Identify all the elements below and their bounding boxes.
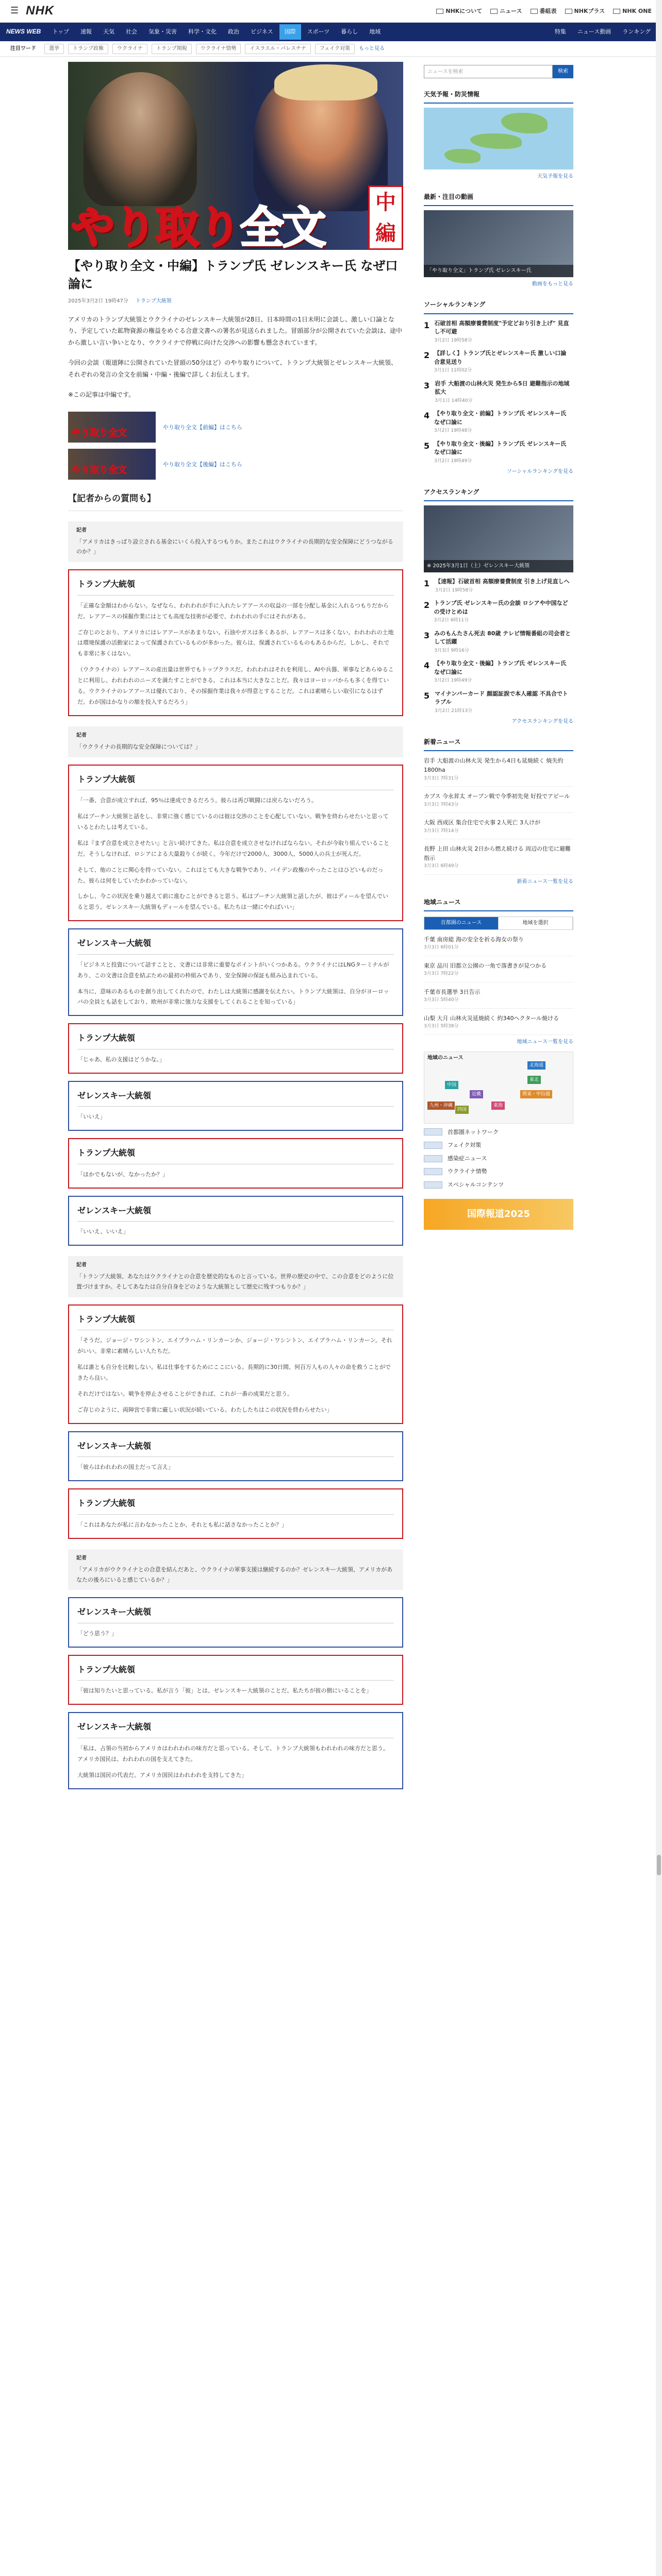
access-ranking-list bbox=[424, 578, 573, 715]
news-date: 3月3日 5時38分 bbox=[424, 1024, 459, 1029]
menu-icon[interactable]: ☰ bbox=[10, 5, 19, 16]
news-item[interactable] bbox=[424, 988, 573, 1009]
nav-breaking[interactable]: 速報 bbox=[80, 28, 92, 36]
page-scrollbar[interactable] bbox=[656, 0, 662, 2576]
answer-paragraph: 大統領は国民の代表だ。アメリカ国民はわれわれを支持してきた」 bbox=[77, 1771, 247, 1778]
region-map bbox=[424, 1052, 573, 1124]
ranking-number: 1 bbox=[424, 320, 430, 330]
nav-business[interactable]: ビジネス bbox=[251, 28, 273, 36]
ranking-body bbox=[435, 690, 573, 715]
ranking-date: 3月2日 19時58分 bbox=[435, 587, 473, 593]
schedule-icon bbox=[531, 9, 538, 14]
related-links bbox=[68, 412, 403, 480]
ranking-date: 3月3日 9時16分 bbox=[434, 648, 469, 653]
user-icon bbox=[613, 9, 620, 14]
ranking-number: 3 bbox=[424, 630, 430, 640]
tab-select-region[interactable]: 地域を選択 bbox=[499, 917, 573, 929]
news-title[interactable]: 大阪 西成区 集合住宅で火事 2人死亡 3人けが bbox=[424, 819, 540, 826]
hero-person-hair bbox=[274, 64, 377, 100]
nav-international[interactable]: 国際 bbox=[279, 24, 301, 40]
link-logo bbox=[424, 1181, 442, 1189]
map-land bbox=[444, 149, 481, 163]
section-heading: 【記者からの質問も】 bbox=[68, 492, 403, 511]
region-button[interactable]: 東北 bbox=[527, 1076, 541, 1084]
video-caption: 「やり取り全文」トランプ氏 ゼレンスキー氏 bbox=[424, 265, 573, 277]
ranking-title[interactable]: 【やり取り全文・前編】トランプ氏 ゼレンスキー氏 なぜ口論に bbox=[434, 410, 567, 426]
news-title[interactable]: 山梨 大月 山林火災延焼続く 約340ヘクタール焼ける bbox=[424, 1014, 559, 1022]
speaker-answer bbox=[68, 928, 403, 1016]
news-icon bbox=[490, 9, 498, 14]
answer-speaker: トランプ大統領 bbox=[77, 578, 394, 596]
region-button[interactable]: 関東・甲信越 bbox=[520, 1090, 552, 1098]
answer-speaker: ゼレンスキー大統領 bbox=[77, 1605, 394, 1623]
ranking-title[interactable]: 【詳しく】トランプ氏とゼレンスキー氏 激しい口論 合意見送り bbox=[434, 350, 567, 365]
map-land bbox=[501, 113, 548, 133]
news-title[interactable]: 千葉 南房総 海の安全を祈る海女の祭り bbox=[424, 936, 524, 943]
access-caption: ※ 2025年3月1日（土）ゼレンスキー大統領 bbox=[424, 560, 573, 572]
question-speaker: 記者 bbox=[76, 527, 87, 533]
ranking-date: 3月1日 11時02分 bbox=[434, 368, 472, 374]
ranking-date: 3月1日 14時40分 bbox=[435, 398, 473, 403]
ranking-item[interactable] bbox=[424, 410, 573, 435]
nhk-logo[interactable]: NHK bbox=[26, 4, 55, 18]
video-thumbnail[interactable] bbox=[424, 210, 573, 277]
related-link[interactable]: やり取り全文【前編】はこちら bbox=[163, 423, 242, 431]
trending-tag[interactable]: 選挙 bbox=[44, 44, 64, 54]
question-text: 「トランプ大統領、あなたはウクライナとの合意を歴史的なものと言っている。世界の歴史の中で、この合意をどのように位置づけますか。そしてあなたは自分自身をどのような大統領として歴史に残すつもりか？」 bbox=[76, 1273, 394, 1291]
nav-right bbox=[550, 24, 656, 40]
sidebar bbox=[424, 62, 573, 1789]
answer-paragraph: 「これはあなたが私に言わなかったことか、それとも私に話さなかったことか？」 bbox=[77, 1521, 287, 1528]
play-icon bbox=[565, 9, 572, 14]
news-item[interactable] bbox=[424, 961, 573, 982]
answer-speaker: トランプ大統領 bbox=[77, 773, 394, 791]
ranking-body bbox=[434, 319, 573, 345]
news-item[interactable] bbox=[424, 756, 573, 787]
answer-paragraph: ご存じのように、両陣営で非常に厳しい状況が続いている。わたしたちはこの状況を終わらせたい」 bbox=[77, 1406, 333, 1413]
answer-paragraph: ご存じのとおり、アメリカにはレアアースがあまりない。石油やガスは多くあるが、レアアースは多くない。われわれの土地は環境保護の活動家によって保護されているものが多かった。彼らは、保護されているものもあるからだ。しかし、それでも非常に多くはない。 bbox=[77, 629, 394, 657]
ranking-number: 4 bbox=[424, 411, 430, 421]
region-button[interactable]: 東海 bbox=[491, 1101, 505, 1110]
newest-list bbox=[424, 756, 573, 874]
hero-image bbox=[68, 62, 403, 250]
ranking-number: 2 bbox=[424, 600, 430, 611]
hero-title-overlay: やり取り全文 bbox=[71, 202, 325, 250]
ranking-body bbox=[434, 349, 573, 375]
ranking-title[interactable]: 【やり取り全文・後編】トランプ氏 ゼレンスキー氏 なぜ口論に bbox=[434, 660, 567, 675]
answer-paragraph: 「彼らはわれわれの国土だって言え」 bbox=[77, 1464, 174, 1471]
answer-speaker: トランプ大統領 bbox=[77, 1497, 394, 1515]
hero-person-left bbox=[84, 72, 197, 206]
nhk-icon bbox=[436, 9, 443, 14]
news-title[interactable]: 長野 上田 山林火災 2日から燃え続ける 周辺の住宅に避難指示 bbox=[424, 845, 571, 861]
question-text: 「アメリカがウクライナとの合意を結んだあと、ウクライナの軍事支援は継続するのか？ゼレンスキー大統領、アメリカがあなたの後ろにいると感じているか？」 bbox=[76, 1566, 393, 1583]
news-date: 3月3日 7時22分 bbox=[424, 971, 459, 977]
map-land bbox=[470, 133, 522, 149]
promo-banner[interactable]: 国際報道2025 bbox=[424, 1199, 573, 1230]
news-date: 3月3日 7時14分 bbox=[424, 828, 459, 834]
weather-heading: 天気予報・防災情報 bbox=[424, 90, 573, 104]
speaker-answer bbox=[68, 1597, 403, 1647]
side-link[interactable]: 首都圏ネットワーク bbox=[424, 1128, 573, 1137]
ranking-body bbox=[434, 410, 573, 435]
local-tabs bbox=[424, 917, 573, 930]
reporter-question bbox=[68, 726, 403, 757]
reporter-question bbox=[68, 1256, 403, 1297]
side-link[interactable]: スペシャルコンテンツ bbox=[424, 1180, 573, 1190]
ranking-body bbox=[434, 659, 573, 685]
nav-life[interactable]: 暮らし bbox=[341, 28, 358, 36]
speaker-answer bbox=[68, 1488, 403, 1538]
answer-paragraph: 私は誰とも自分を比較しない。私は仕事をするためにここにいる。長期的に30日間、何百万人もの人々の命を救うことができたら良い。 bbox=[77, 1364, 391, 1382]
ranking-number: 5 bbox=[424, 690, 430, 701]
speaker-answer bbox=[68, 765, 403, 922]
answer-paragraph: 私は『まず合意を成立させたい』と言い続けてきた。私は合意を成立させなければならない。それが今取り組んでいることだ。そうしなければ、ロシアによる大量殺りくが続く。今年だけで2000人、3000人、5000人の兵士が死んだ。 bbox=[77, 839, 389, 857]
region-button[interactable]: 九州・沖縄 bbox=[427, 1101, 455, 1110]
scrollbar-thumb[interactable] bbox=[657, 1855, 661, 1875]
top-link-nhkone[interactable]: NHK ONE bbox=[613, 7, 652, 16]
ranking-body bbox=[435, 380, 573, 405]
search-input[interactable]: ニュースを検索 bbox=[424, 65, 553, 78]
question-text: 「アメリカはきっぱり設立される基金にいくら投入するつもりか。またこれはウクライナの長期的な安全保障にどうつながるのか？」 bbox=[76, 538, 393, 555]
trending-tag[interactable]: フェイク対策 bbox=[315, 44, 355, 54]
answer-paragraph: 「じゃあ、私の支援はどうかな。」 bbox=[77, 1056, 166, 1063]
local-heading: 地域ニュース bbox=[424, 897, 573, 911]
ranking-title[interactable]: 【速報】石破首相 高額療養費制度 引き上げ見直しへ bbox=[435, 578, 570, 585]
link-logo bbox=[424, 1128, 442, 1136]
trending-tag[interactable]: イスラエル・パレスチナ bbox=[245, 44, 310, 54]
nav-video[interactable]: ニュース動画 bbox=[577, 28, 611, 36]
link-logo bbox=[424, 1155, 442, 1162]
ranking-item[interactable] bbox=[424, 349, 573, 375]
answer-speaker: ゼレンスキー大統領 bbox=[77, 937, 394, 955]
trending-words bbox=[0, 41, 662, 57]
answer-speaker: ゼレンスキー大統領 bbox=[77, 1204, 394, 1222]
answer-paragraph: 本当に、意味のあるものを創り出してくれたので、わたしは大統領に感謝を伝えたい。トランプ大統領は、自分がヨーロッパの全員とも話をしており、欧州が非常に強力な支援をしてくれることを知っている」 bbox=[77, 988, 389, 1006]
news-date: 3月3日 6時49分 bbox=[424, 863, 459, 869]
ranking-body bbox=[434, 440, 573, 465]
side-link[interactable]: 感染症ニュース bbox=[424, 1154, 573, 1163]
link-logo bbox=[424, 1142, 442, 1149]
answer-speaker: トランプ大統領 bbox=[77, 1663, 394, 1681]
link-logo bbox=[424, 1168, 442, 1175]
question-speaker: 記者 bbox=[76, 1555, 87, 1561]
answer-paragraph: 「彼は知りたいと思っている。私が言う「彼」とは、ゼレンスキー大統領のことだ。私たちが彼の側にいることを」 bbox=[77, 1687, 372, 1694]
nav-society[interactable]: 社会 bbox=[126, 28, 138, 36]
top-link-about[interactable]: NHKについて bbox=[436, 7, 482, 16]
news-item[interactable] bbox=[424, 844, 573, 875]
answer-paragraph: （ウクライナの）レアアースの産出量は世界でもトップクラスだ。われわれはそれを利用し、AIや兵器、軍事などあらゆることに利用し、われわれのニーズを満たすことができる。これは本当に大きなことだ。我々はヨーロッパからも多くを得ている。ウクライナのレアアースは優れており、その採掘作業は我々が得意とすることだ。これは素晴らしい取引になるはずだ。わが国はかなりの額を投入するだろう」 bbox=[77, 666, 394, 705]
trending-tag[interactable]: ウクライナ bbox=[112, 44, 147, 54]
weather-more-link[interactable]: 天気予報を見る bbox=[537, 174, 573, 180]
news-web-brand[interactable]: NEWS WEB bbox=[6, 28, 41, 36]
region-button[interactable]: 北海道 bbox=[527, 1061, 545, 1070]
nav-feature[interactable]: 特集 bbox=[554, 28, 566, 36]
top-link-schedule[interactable]: 番組表 bbox=[531, 7, 557, 16]
side-link[interactable]: フェイク対策 bbox=[424, 1141, 573, 1150]
article-note: ※この記事は中編です。 bbox=[68, 391, 135, 398]
news-date: 3月3日 7時31分 bbox=[424, 775, 459, 781]
local-more-link[interactable]: 地域ニュース一覧を見る bbox=[517, 1039, 573, 1045]
question-speaker: 記者 bbox=[76, 1262, 87, 1268]
social-ranking-list bbox=[424, 319, 573, 465]
ranking-title[interactable]: みのもんたさん死去 80歳 テレビ情報番組の司会者として活躍 bbox=[434, 630, 571, 646]
news-date: 3月3日 7時43分 bbox=[424, 802, 459, 807]
ranking-item[interactable] bbox=[424, 690, 573, 715]
related-thumbnail[interactable] bbox=[68, 412, 156, 443]
region-button[interactable]: 四国 bbox=[455, 1106, 469, 1114]
speaker-answer bbox=[68, 1431, 403, 1481]
search-box bbox=[424, 65, 573, 78]
ranking-title[interactable]: トランプ氏 ゼレンスキー氏の会談 ロシアや中国などの受けとめは bbox=[434, 600, 568, 615]
ranking-item[interactable] bbox=[424, 319, 573, 345]
answer-paragraph: 「正確な金額はわからない。なぜなら、われわれが手に入れたレアアースの収益の一部を分配し基金に入れるつもりだからだ。レアアースの採掘作業にはとても高度な技術が必要で、われわれの手にはそれがある。 bbox=[77, 602, 389, 620]
news-item[interactable] bbox=[424, 935, 573, 956]
top-header bbox=[0, 0, 662, 23]
ranking-title[interactable]: 岩手 大船渡の山林火災 発生から5日 避難指示の地域拡大 bbox=[435, 380, 570, 396]
article-date: 2025年3月2日 19時47分 bbox=[68, 298, 128, 304]
news-title[interactable]: 千葉市長選挙 3日告示 bbox=[424, 988, 481, 995]
article-topic-link[interactable]: トランプ大統領 bbox=[135, 298, 172, 304]
social-more-link[interactable]: ソーシャルランキングを見る bbox=[506, 469, 573, 475]
speaker-answer bbox=[68, 1081, 403, 1131]
social-ranking-heading: ソーシャルランキング bbox=[424, 300, 573, 314]
local-news-list bbox=[424, 935, 573, 1035]
ranking-item[interactable] bbox=[424, 440, 573, 465]
ranking-item[interactable] bbox=[424, 630, 573, 655]
access-thumbnail[interactable] bbox=[424, 505, 573, 572]
region-button[interactable]: 中国 bbox=[445, 1081, 458, 1089]
access-more-link[interactable]: アクセスランキングを見る bbox=[511, 719, 573, 725]
ranking-date: 3月2日 19時48分 bbox=[434, 428, 472, 434]
answer-speaker: トランプ大統領 bbox=[77, 1146, 394, 1164]
ranking-date: 3月2日 6時11分 bbox=[434, 618, 469, 623]
search-button[interactable]: 検索 bbox=[553, 65, 573, 78]
article-title: 【やり取り全文・中編】トランプ氏 ゼレンスキー氏 なぜ口論に bbox=[68, 259, 398, 291]
answer-paragraph: 「どう思う？」 bbox=[77, 1630, 117, 1637]
ranking-date: 3月2日 19時58分 bbox=[434, 337, 472, 343]
ranking-item[interactable] bbox=[424, 578, 573, 594]
related-link[interactable]: やり取り全文【後編】はこちら bbox=[163, 461, 242, 468]
tab-capital[interactable]: 首都圏のニュース bbox=[424, 917, 499, 929]
nav-weather[interactable]: 天気 bbox=[103, 28, 115, 36]
ranking-number: 1 bbox=[424, 579, 430, 589]
news-item[interactable] bbox=[424, 1014, 573, 1035]
trending-tag[interactable]: トランプ政権 bbox=[68, 44, 108, 54]
answer-paragraph: 「いいえ、いいえ」 bbox=[77, 1228, 129, 1235]
trending-tag[interactable]: ウクライナ情勢 bbox=[196, 44, 241, 54]
answer-paragraph: 「私は、占領の当初からアメリカはわれわれの味方だと思っている。そして、トランプ大統領もわれわれの味方だと思う。アメリカ国民は、われわれの国を支えてきた。 bbox=[77, 1744, 389, 1762]
nav-disaster[interactable]: 気象・災害 bbox=[148, 28, 177, 36]
ranking-date: 3月2日 21時13分 bbox=[434, 708, 473, 714]
ranking-date: 3月2日 19時49分 bbox=[434, 458, 472, 464]
region-map-label: 地域のニュース bbox=[427, 1055, 464, 1061]
reporter-question bbox=[68, 521, 403, 563]
speaker-answer bbox=[68, 569, 403, 716]
answer-speaker: ゼレンスキー大統領 bbox=[77, 1720, 394, 1738]
speaker-answer bbox=[68, 1655, 403, 1705]
nav-top[interactable]: トップ bbox=[52, 28, 70, 36]
ranking-number: 3 bbox=[424, 380, 430, 391]
ranking-item[interactable] bbox=[424, 599, 573, 624]
qa-list bbox=[68, 521, 403, 1789]
ranking-body bbox=[434, 630, 573, 655]
answer-speaker: トランプ大統領 bbox=[77, 1313, 394, 1331]
access-ranking-heading: アクセスランキング bbox=[424, 487, 573, 501]
main-nav bbox=[0, 23, 662, 41]
nav-science[interactable]: 科学・文化 bbox=[188, 28, 217, 36]
ranking-title[interactable]: マイナンバーカード 顔認証誤で本人確認 不具合でトラブル bbox=[434, 690, 568, 706]
top-link-news[interactable]: ニュース bbox=[490, 7, 522, 16]
speaker-answer bbox=[68, 1138, 403, 1188]
answer-paragraph: それだけではない。戦争を停止させることができれば、これが一番の成果だと思う。 bbox=[77, 1391, 293, 1398]
speaker-answer bbox=[68, 1304, 403, 1424]
hero-badge: 中編 bbox=[368, 185, 403, 250]
speaker-answer bbox=[68, 1712, 403, 1789]
ranking-number: 4 bbox=[424, 660, 430, 671]
article-paragraph: 今回の会談（報道陣に公開されていた冒頭の50分ほど）のやり取りについて、トランプ大統領とゼレンスキー大統領、それぞれの発言の全文を前編・中編・後編で詳しくお伝えします。 bbox=[68, 359, 398, 378]
region-button[interactable]: 近畿 bbox=[470, 1090, 483, 1098]
ranking-date: 3月2日 19時49分 bbox=[434, 678, 472, 684]
question-text: 「ウクライナの長期的な安全保障については？」 bbox=[76, 743, 201, 750]
answer-speaker: トランプ大統領 bbox=[77, 1031, 394, 1049]
article-meta bbox=[68, 297, 403, 306]
reporter-question bbox=[68, 1549, 403, 1590]
article bbox=[68, 62, 403, 1789]
answer-paragraph: 「そうだ。ジョージ・ワシントン、エイブラハム・リンカーンか、ジョージ・ワシントン、エイブラハム・リンカーン。それがいい。非常に素晴らしい人たちだ。 bbox=[77, 1337, 392, 1355]
news-item[interactable] bbox=[424, 818, 573, 839]
ranking-item[interactable] bbox=[424, 380, 573, 405]
ranking-item[interactable] bbox=[424, 659, 573, 685]
trending-tag[interactable]: トランプ関税 bbox=[152, 44, 192, 54]
answer-speaker: ゼレンスキー大統領 bbox=[77, 1089, 394, 1107]
answer-paragraph: 「ビジネスと投資について話すことと、文書には非常に重要なポイントがいくつかある。ウクライナにはLNGターミナルがあり、この文書は合意を結ぶための最初の枠組みであり、安全保障の保証も組み込まれている。 bbox=[77, 961, 389, 979]
top-link-nhkplus[interactable]: NHKプラス bbox=[565, 7, 605, 16]
trending-more-link[interactable]: もっと見る bbox=[359, 45, 385, 52]
ranking-body bbox=[435, 578, 570, 594]
question-speaker: 記者 bbox=[76, 732, 87, 738]
news-item[interactable] bbox=[424, 792, 573, 813]
video-more-link[interactable]: 動画をもっと見る bbox=[532, 281, 573, 287]
answer-paragraph: 私はプーチン大統領と話をし、非常に強く感じているのは彼は交渉のことを心配していない。戦争を終わらせたいと思っているとわたしは考えている。 bbox=[77, 813, 389, 831]
answer-paragraph: 「一番、合意が成立すれば、95％は達成できるだろう。彼らは再び戦闘には戻らないだろう。 bbox=[77, 797, 317, 804]
ranking-title[interactable]: 【やり取り全文・後編】トランプ氏 ゼレンスキー氏 なぜ口論に bbox=[434, 440, 567, 456]
answer-paragraph: しかし、今この状況を乗り越えて前に進むことができると思う。私はプーチン大統領と話したが、彼はディールを望んでいると思う。ゼレンスキー大統領もディールを望んでいる。私たちは一緒にやればいい」 bbox=[77, 893, 389, 911]
article-paragraph: アメリカのトランプ大統領とウクライナのゼレンスキー大統領が28日、日本時間の1日未明に会談し、激しい口論となり、予定していた鉱物資源の権益をめぐる合意文書への署名が見送られました。冒頭部分が公開されていた会談は、途中から激しい言い争いとなり、ウクライナで停戦に向けた交渉への影響も懸念されています。 bbox=[68, 315, 403, 347]
related-item[interactable] bbox=[68, 412, 403, 443]
newest-more-link[interactable]: 新着ニュース一覧を見る bbox=[517, 878, 573, 885]
answer-paragraph: 「ほかでもないが、なかったか？」 bbox=[77, 1171, 168, 1178]
news-title[interactable]: 東京 品川 旧都立公園の一角で落書きが見つかる bbox=[424, 962, 547, 969]
newest-heading: 新着ニュース bbox=[424, 737, 573, 751]
ranking-title[interactable]: 石破首相 高額療養費制度"予定どおり引き上げ" 見直し不可避 bbox=[434, 319, 569, 335]
nav-local[interactable]: 地域 bbox=[369, 28, 381, 36]
speaker-answer bbox=[68, 1023, 403, 1073]
trending-label: 注目ワード bbox=[10, 45, 36, 52]
news-date: 3月3日 6時01分 bbox=[424, 945, 459, 951]
article-body bbox=[68, 314, 403, 401]
nav-politics[interactable]: 政治 bbox=[228, 28, 240, 36]
related-item[interactable] bbox=[68, 449, 403, 480]
ranking-number: 2 bbox=[424, 350, 430, 361]
answer-paragraph: 「いいえ」 bbox=[77, 1113, 106, 1121]
nav-ranking[interactable]: ランキング bbox=[622, 28, 651, 36]
answer-paragraph: そして、他のことに関心を持っていない。これはとても大きな戦争であり、バイデン政権のやったことはひどいものだった。彼らは何をしていたかわかっていない。 bbox=[77, 866, 384, 884]
answer-speaker: ゼレンスキー大統領 bbox=[77, 1439, 394, 1458]
video-heading: 最新・注目の動画 bbox=[424, 192, 573, 206]
top-links bbox=[436, 7, 652, 16]
ranking-number: 5 bbox=[424, 440, 430, 451]
speaker-answer bbox=[68, 1196, 403, 1246]
nav-sports[interactable]: スポーツ bbox=[307, 28, 330, 36]
side-link[interactable]: ウクライナ情勢 bbox=[424, 1167, 573, 1176]
weather-map[interactable] bbox=[424, 108, 573, 170]
related-thumbnail[interactable] bbox=[68, 449, 156, 480]
ranking-body bbox=[434, 599, 573, 624]
news-title[interactable]: カブス 今永昇太 オープン戦で今季初先発 好投でアピール bbox=[424, 793, 570, 800]
news-title[interactable]: 岩手 大船渡の山林火災 発生から4日も延焼続く 焼失約1800ha bbox=[424, 757, 564, 774]
news-date: 3月3日 5時40分 bbox=[424, 997, 459, 1003]
